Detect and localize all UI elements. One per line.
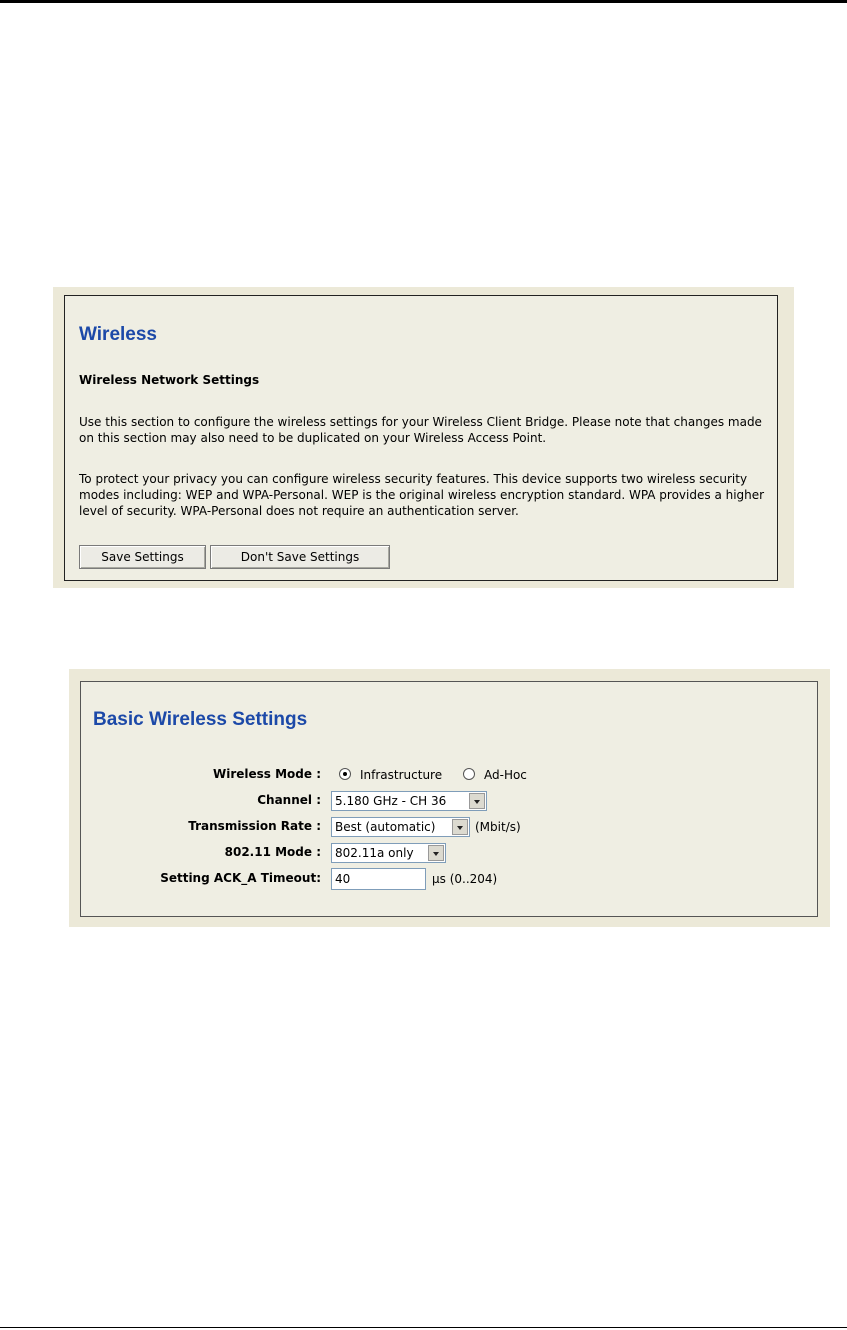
ack-timeout-row: [81, 868, 817, 890]
chevron-down-icon[interactable]: [469, 793, 485, 809]
channel-label: Channel :: [257, 793, 321, 807]
basic-wireless-settings-panel: [80, 681, 818, 917]
bottom-rule: [0, 1327, 847, 1328]
wireless-panel: [64, 295, 778, 581]
basic-settings-title: Basic Wireless Settings: [93, 709, 308, 730]
transmission-rate-select-value: Best (automatic): [335, 820, 436, 834]
80211-mode-select-value: 802.11a only: [335, 846, 414, 860]
ack-timeout-label: Setting ACK_A Timeout:: [160, 871, 321, 885]
section-subtitle: Wireless Network Settings: [79, 373, 260, 387]
channel-row: [81, 790, 817, 812]
ack-timeout-unit: µs (0..204): [432, 872, 498, 886]
infrastructure-radio[interactable]: [339, 768, 351, 780]
80211-mode-row: [81, 842, 817, 864]
page-title: Wireless: [79, 324, 157, 345]
80211-mode-label: 802.11 Mode :: [224, 845, 321, 859]
infrastructure-radio-label: Infrastructure: [360, 768, 443, 782]
chevron-down-icon[interactable]: [452, 819, 468, 835]
80211-mode-select[interactable]: [331, 843, 446, 863]
transmission-rate-select[interactable]: [331, 817, 470, 837]
top-rule: [0, 0, 847, 3]
wireless-mode-label: Wireless Mode :: [212, 767, 321, 781]
ack-timeout-input[interactable]: [331, 868, 426, 890]
ad-hoc-radio-label: Ad-Hoc: [484, 768, 527, 782]
transmission-rate-label: Transmission Rate :: [188, 819, 321, 833]
chevron-down-icon[interactable]: [428, 845, 444, 861]
dont-save-settings-button[interactable]: Don't Save Settings: [210, 545, 390, 569]
description-paragraph: Use this section to configure the wireless settings for your Wireless Client Bridge. Please note that changes made on this section may also need to be duplicated on your Wireless Access Point.: [79, 415, 762, 445]
channel-select-value: 5.180 GHz - CH 36: [335, 794, 447, 808]
transmission-rate-unit: (Mbit/s): [475, 820, 521, 834]
save-settings-button[interactable]: Save Settings: [79, 545, 206, 569]
transmission-rate-row: [81, 816, 817, 838]
channel-select[interactable]: [331, 791, 487, 811]
security-paragraph: To protect your privacy you can configure wireless security features. This device supports two wireless security modes including: WEP and WPA-Personal. WEP is the original wireless encryption standard. WPA provides a higher level of security. WPA-Personal does not require an authentication server.: [79, 472, 765, 518]
wireless-mode-row: [81, 764, 817, 786]
ad-hoc-radio[interactable]: [463, 768, 475, 780]
